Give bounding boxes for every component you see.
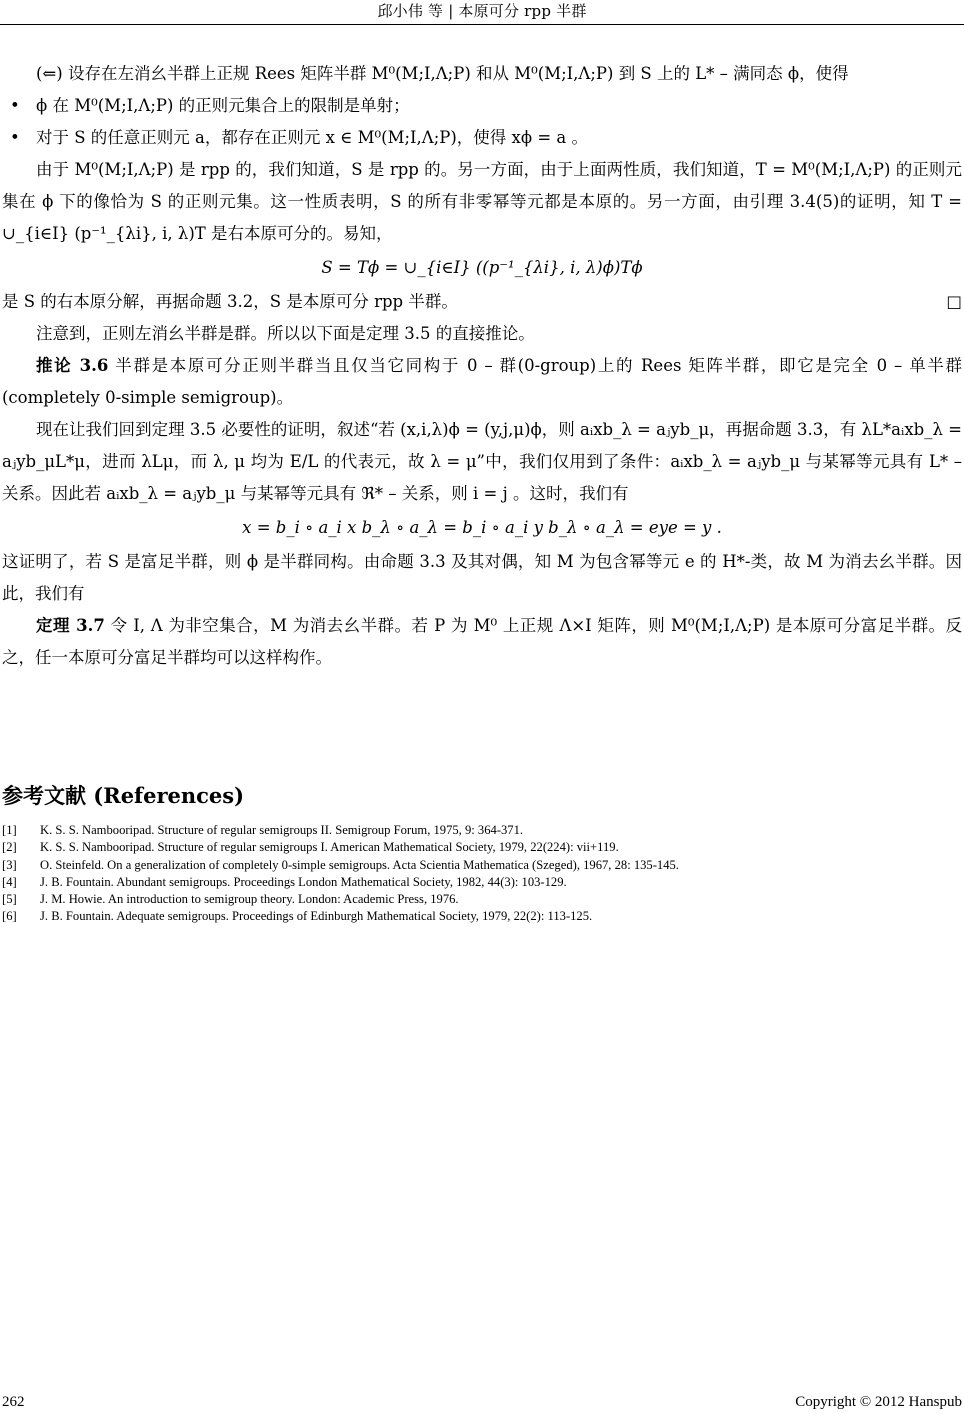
reference-number: [3] <box>2 857 17 872</box>
reference-text: J. B. Fountain. Adequate semigroups. Proceedings of Edinburgh Mathematical Society, 1979, 22(2): 113-125. <box>40 909 593 924</box>
bullet-text-1: ϕ 在 M⁰(M;I,Λ;P) 的正则元集合上的限制是单射； <box>36 96 410 115</box>
reference-text: O. Steinfeld. On a generalization of completely 0-simple semigroups. Acta Scientia Mathematica (Szeged), 1967, 28: 135-145. <box>40 857 679 872</box>
reference-number: [6] <box>2 909 17 924</box>
theorem-text: 令 I, Λ 为非空集合，M 为消去幺半群。若 P 为 M⁰ 上正规 Λ×I 矩阵，则 M⁰(M;I,Λ;P) 是本原可分富足半群。反之，任一本原可分富足半群均可以这样构作。 <box>2 616 963 667</box>
reference-number: [1] <box>2 823 17 837</box>
qed-symbol: □ <box>946 292 962 311</box>
running-header: 邱小伟 等 | 本原可分 rpp 半群 <box>377 2 587 20</box>
reference-text: J. B. Fountain. Abundant semigroups. Proceedings London Mathematical Society, 1982, 44(3): 103-129. <box>40 874 567 889</box>
reference-item <box>2 891 962 908</box>
reference-number: [5] <box>2 892 17 907</box>
page-number: 262 <box>2 1394 25 1410</box>
reference-item <box>2 839 962 856</box>
reference-item <box>2 857 962 874</box>
references-list <box>2 822 962 926</box>
copyright-notice: Copyright © 2012 Hanspub <box>795 1394 962 1410</box>
header-rule <box>0 24 964 25</box>
reference-text: J. M. Howie. An introduction to semigroup theory. London: Academic Press, 1976. <box>40 892 459 907</box>
conclusion-paragraph: 这证明了，若 S 是富足半群，则 ϕ 是半群同构。由命题 3.3 及其对偶，知 M 为包含幂等元 e 的 H*-类，故 M 为消去幺半群。因此，我们有 <box>2 552 962 603</box>
discussion-paragraph: 现在让我们回到定理 3.5 必要性的证明，叙述“若 (x,i,λ)ϕ = (y,j,μ)ϕ，则 aᵢxb_λ = aⱼyb_μ，再据命题 3.3，有 λL*aᵢxb_λ = aⱼyb_μL*μ，进而 λLμ，而 λ, μ 均为 E/L 的代表元，故 λ = μ”中，我们仅用到了条件：aᵢxb_λ = aⱼyb_μ 与某幂等元具有 L* – 关系。因此若 aᵢxb_λ = aⱼyb_μ 与某幂等元具有 ℜ* – 关系，则 i = j 。这时，我们有 <box>2 420 962 503</box>
bullet-text-2: 对于 S 的任意正则元 a，都存在正则元 x ∈ M⁰(M;I,Λ;P)，使得 xϕ = a 。 <box>36 128 589 147</box>
theorem-3-7 <box>2 610 962 674</box>
corollary-label: 推论 3.6 <box>36 356 109 375</box>
reference-text: K. S. S. Nambooripad. Structure of regular semigroups II. Semigroup Forum, 1975, 9: 364-371. <box>40 823 524 837</box>
reference-number: [4] <box>2 874 17 889</box>
corollary-3-6 <box>2 350 962 414</box>
reference-item <box>2 822 962 839</box>
equation-1: S = Tϕ = ∪_{i∈I} ((p⁻¹_{λi}, i, λ)ϕ)Tϕ <box>321 258 643 277</box>
proof-paragraph-2: 由于 M⁰(M;I,Λ;P) 是 rpp 的，我们知道，S 是 rpp 的。另一方面，由于上面两性质，我们知道，T = M⁰(M;I,Λ;P) 的正则元集在 ϕ 下的像恰为 S 的正则元集。这一性质表明，S 的所有非零幂等元都是本原的。另一方面，由引理 3.4(5)的证明，知 T = ∪_{i∈I} (p⁻¹_{λi}, i, λ)T 是右本原可分的。易知， <box>2 160 962 243</box>
references-heading: 参考文献 (References) <box>2 783 245 808</box>
bullet-item-2 <box>2 122 962 154</box>
reference-item <box>2 874 962 891</box>
theorem-label: 定理 3.7 <box>36 616 105 635</box>
proof-paragraph-3 <box>2 286 962 318</box>
reference-text: K. S. S. Nambooripad. Structure of regular semigroups I. American Mathematical Society, 1979, 22(224): vii+119. <box>40 840 619 855</box>
body-text <box>2 58 962 674</box>
proof-conclusion: 是 S 的右本原分解，再据命题 3.2，S 是本原可分 rpp 半群。 <box>2 292 458 311</box>
bullet-item-1 <box>2 90 962 122</box>
remark-paragraph: 注意到，正则左消幺半群是群。所以以下面是定理 3.5 的直接推论。 <box>36 324 535 343</box>
reference-number: [2] <box>2 840 17 855</box>
reference-item <box>2 908 962 925</box>
proof-paragraph-1: (⇐) 设存在左消幺半群上正规 Rees 矩阵半群 M⁰(M;I,Λ;P) 和从 M⁰(M;I,Λ;P) 到 S 上的 L* – 满同态 ϕ，使得 <box>36 64 849 83</box>
bullet-icon: • <box>10 96 20 115</box>
corollary-text: 半群是本原可分正则半群当且仅当它同构于 0 – 群(0-group)上的 Rees 矩阵半群，即它是完全 0 – 单半群(completely 0-simple semigroup)。 <box>2 356 962 407</box>
bullet-icon: • <box>10 128 20 147</box>
equation-2: x = b_i ∘ a_i x b_λ ∘ a_λ = b_i ∘ a_i y b_λ ∘ a_λ = eye = y . <box>242 518 722 537</box>
